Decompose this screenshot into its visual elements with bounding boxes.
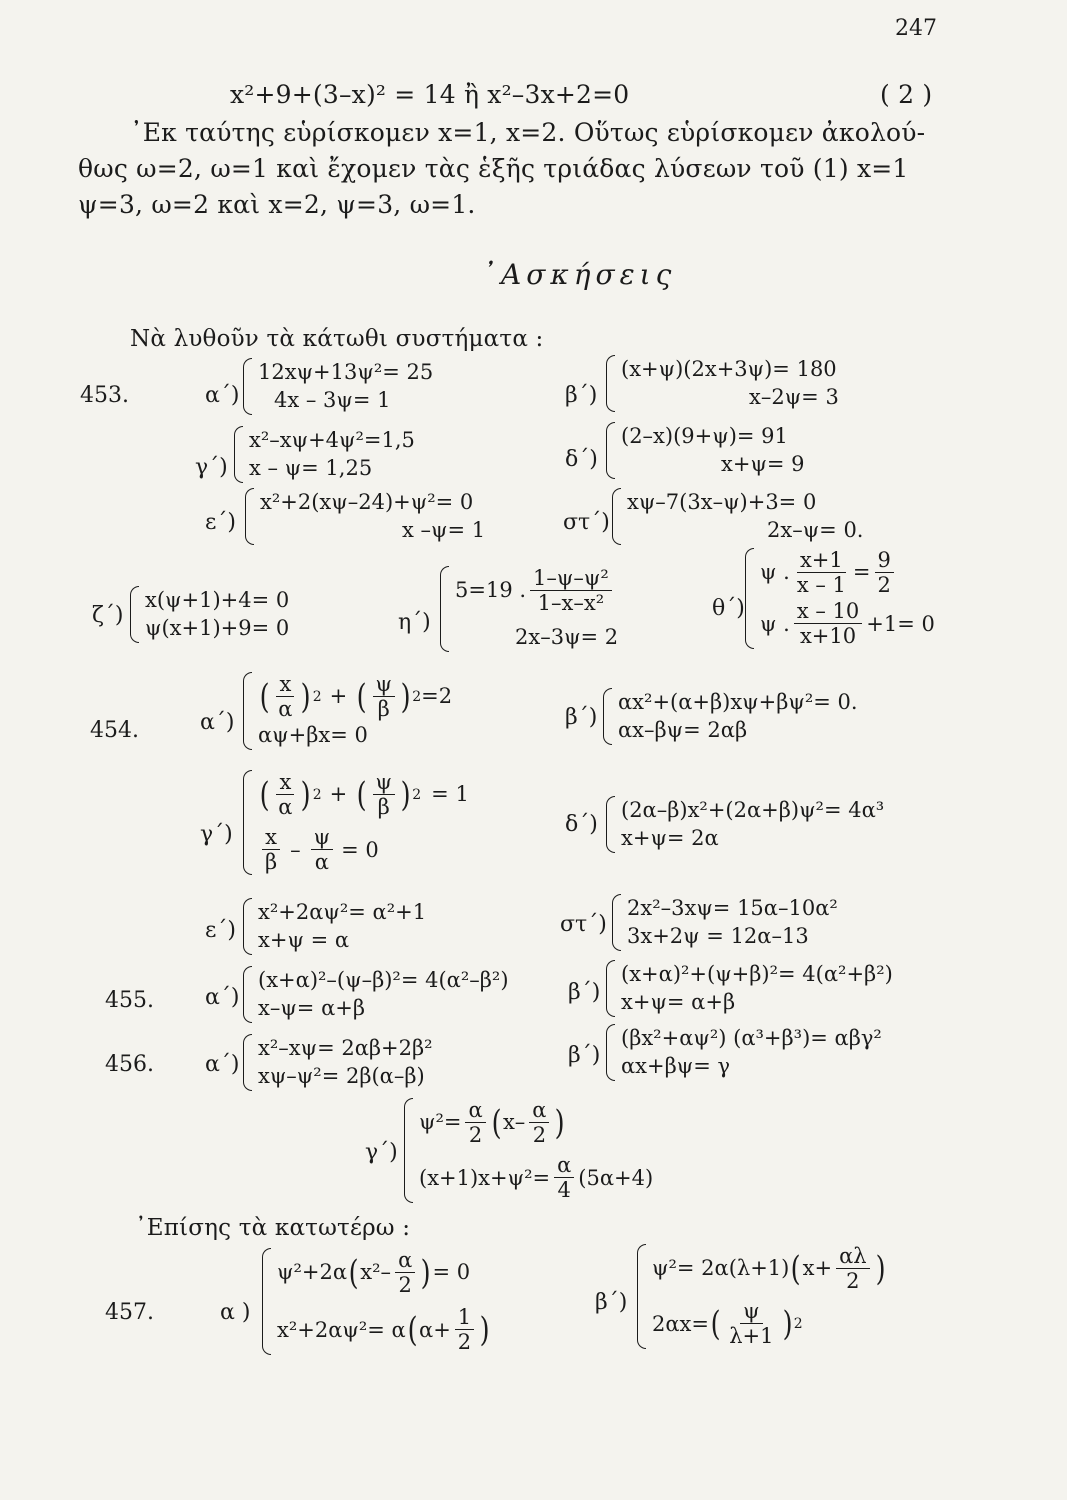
denominator: 2 xyxy=(846,1269,860,1294)
ex457-b-system xyxy=(637,1244,887,1349)
numerator: ψ xyxy=(373,672,395,697)
equation-row: ψ(x+1)+9= 0 xyxy=(145,616,290,641)
fraction xyxy=(794,599,862,648)
brace xyxy=(440,566,449,652)
equation-row: (2–x)(9+ψ)= 91 xyxy=(621,424,788,448)
brace xyxy=(243,966,252,1023)
left-paren: ( xyxy=(791,1248,801,1289)
ex454-st-system xyxy=(612,894,838,951)
numerator: α xyxy=(395,1248,415,1273)
exercise-457-number: 457. xyxy=(105,1300,154,1325)
equation-row: x+ψ = α xyxy=(258,928,350,953)
fraction xyxy=(875,548,894,597)
equation-row: 4x – 3ψ= 1 xyxy=(274,388,391,413)
section-heading: ᾿Ασκήσεις xyxy=(482,258,677,291)
equation-label: ( 2 ) xyxy=(880,80,933,109)
ex453-th-system xyxy=(745,548,935,649)
ex453-g-system xyxy=(234,426,415,483)
left-paren: ( xyxy=(710,1303,721,1344)
ex453-h-system xyxy=(440,566,618,652)
equation-row: x(ψ+1)+4= 0 xyxy=(145,588,290,612)
equation-row xyxy=(419,1153,653,1202)
denominator: 2 xyxy=(877,573,891,598)
fraction xyxy=(455,1305,474,1354)
equation-term: = 1 xyxy=(431,782,469,807)
brace xyxy=(243,770,252,875)
ex453-e-label: ε΄) xyxy=(205,510,236,535)
numerator: x xyxy=(276,672,294,697)
ex453-e-system xyxy=(245,488,485,545)
equation-term: x²– xyxy=(360,1260,392,1285)
brace xyxy=(606,796,615,853)
equation-row xyxy=(419,1098,653,1147)
right-paren: ) xyxy=(400,774,411,815)
numerator: 1–ψ–ψ² xyxy=(530,566,612,591)
numerator: x xyxy=(262,825,280,850)
plus-sign: + xyxy=(329,684,348,709)
right-paren: ) xyxy=(301,774,312,815)
ex455-b-label: β΄) xyxy=(568,980,601,1005)
equation-row xyxy=(760,548,935,597)
equation-row: αψ+βx= 0 xyxy=(258,723,368,748)
equation-row: x²+2(xψ–24)+ψ²= 0 xyxy=(260,490,474,514)
right-paren: ) xyxy=(400,676,411,717)
denominator: β xyxy=(377,795,390,820)
ex454-a-system xyxy=(243,672,452,750)
numerator: α xyxy=(554,1153,574,1178)
ex453-b-system xyxy=(606,355,839,412)
brace xyxy=(243,898,252,955)
ex456-b-label: β΄) xyxy=(568,1043,601,1068)
ex453-b-label: β΄) xyxy=(565,383,598,408)
denominator: 2 xyxy=(468,1123,483,1148)
fraction xyxy=(836,1244,870,1293)
equation-row xyxy=(652,1244,887,1293)
denominator: x – 1 xyxy=(796,573,846,598)
fraction xyxy=(311,825,333,874)
left-paren: ( xyxy=(407,1309,418,1350)
fraction xyxy=(794,548,849,597)
equation-term: 5=19 . xyxy=(455,578,527,603)
numerator: 1 xyxy=(455,1305,474,1330)
equation-row: αx–βψ= 2αβ xyxy=(618,718,748,743)
plus-sign: + xyxy=(329,782,348,807)
denominator: α xyxy=(314,850,329,875)
fraction xyxy=(554,1153,574,1202)
equation-term: = 0 xyxy=(341,837,379,862)
equation-row xyxy=(455,566,618,615)
fraction xyxy=(530,566,612,615)
right-paren: ) xyxy=(875,1248,886,1289)
fraction xyxy=(275,672,295,721)
equation-term: ψ²= xyxy=(419,1110,462,1135)
denominator: β xyxy=(265,850,278,875)
equation-row xyxy=(760,599,935,648)
equation-row: x – ψ= 1,25 xyxy=(249,456,373,481)
equation-term: x– xyxy=(502,1110,526,1135)
right-paren: ) xyxy=(420,1252,431,1293)
ex457-a-label: α ) xyxy=(220,1300,251,1325)
equals-sign: = xyxy=(852,560,871,585)
denominator: β xyxy=(377,697,390,722)
brace xyxy=(606,1024,615,1081)
ex454-e-label: ε΄) xyxy=(205,918,236,943)
also-line: ᾿Επίσης τὰ κατωτέρω : xyxy=(135,1215,411,1241)
equation-row: x²+2αψ²= α²+1 xyxy=(258,900,427,924)
equation-row: ( $\frac{x}{\alpha}$ ) 2 + ( $\frac{\psi}{\beta}$ ) 2 =2 xyxy=(259,672,453,722)
ex454-a-label: α΄) xyxy=(200,710,235,735)
brace xyxy=(612,894,621,951)
numerator: ψ xyxy=(373,770,395,795)
equation-row: 3x+2ψ = 12α–13 xyxy=(627,924,809,949)
ex456-g-label: γ΄) xyxy=(365,1140,398,1165)
numerator: ψ xyxy=(311,825,333,850)
equation-row xyxy=(277,1305,491,1354)
brace xyxy=(637,1244,646,1349)
numerator: x – 10 xyxy=(794,599,862,624)
right-paren: ) xyxy=(301,676,312,717)
equation-row xyxy=(277,1248,491,1297)
right-paren: ) xyxy=(782,1303,793,1344)
brace xyxy=(612,488,621,545)
brace xyxy=(130,586,139,643)
equation-term: x+ xyxy=(802,1256,833,1281)
fraction xyxy=(726,1299,776,1348)
equation-row: αx²+(α+β)xψ+βψ²= 0. xyxy=(618,690,858,714)
ex453-d-label: δ΄) xyxy=(565,447,598,472)
exercise-455-number: 455. xyxy=(105,988,154,1013)
equation-term: =2 xyxy=(421,684,453,709)
right-paren: ) xyxy=(555,1102,566,1143)
brace xyxy=(606,960,615,1017)
ex454-b-label: β΄) xyxy=(565,705,598,730)
ex457-a-system xyxy=(262,1248,491,1355)
page-number: 247 xyxy=(895,16,937,41)
ex453-th-label: θ΄) xyxy=(712,596,745,621)
equation-term: 2αx= xyxy=(652,1311,709,1336)
paragraph-line-2: θως ω=2, ω=1 καὶ ἔχομεν τὰς ἑξῆς τριάδας λύσεων τοῦ (1) x=1 xyxy=(78,154,909,183)
left-paren: ( xyxy=(356,676,367,717)
brace xyxy=(234,426,243,483)
equation-row: x²–xψ+4ψ²=1,5 xyxy=(249,428,415,452)
denominator: 1–x–x² xyxy=(537,591,605,616)
paragraph-line-3: ψ=3, ω=2 καὶ x=2, ψ=3, ω=1. xyxy=(78,190,476,219)
brace xyxy=(603,688,612,745)
fraction xyxy=(275,770,295,819)
ex453-z-label: ζ΄) xyxy=(92,603,124,628)
equation-row: x–2ψ= 3 xyxy=(749,385,839,410)
ex456-b-system xyxy=(606,1024,882,1081)
ex456-g-system xyxy=(404,1098,653,1203)
ex457-b-label: β΄) xyxy=(595,1290,628,1315)
equation-row: 2αx= ( $\frac{\psi}{\lambda+1}$ ) 2 xyxy=(652,1299,803,1349)
intro-line: Νὰ λυθοῦν τὰ κάτωθι συστήματα : xyxy=(130,326,544,352)
equation-term: (5α+4) xyxy=(578,1165,654,1190)
ex453-st-system xyxy=(612,488,863,545)
equation-row: x–ψ= α+β xyxy=(258,996,365,1021)
brace xyxy=(243,1034,252,1091)
ex454-d-system xyxy=(606,796,884,853)
brace xyxy=(745,548,754,649)
denominator: λ+1 xyxy=(729,1324,774,1349)
ex455-a-system xyxy=(243,966,509,1023)
exercise-456-number: 456. xyxy=(105,1052,154,1077)
numerator: x xyxy=(276,770,294,795)
right-paren: ) xyxy=(479,1309,490,1350)
denominator: 4 xyxy=(557,1178,571,1203)
equation-term: +1= 0 xyxy=(866,611,935,636)
denominator: x+10 xyxy=(799,624,857,649)
equation-row: 2x²–3xψ= 15α–10α² xyxy=(627,896,838,920)
left-paren: ( xyxy=(356,774,367,815)
fraction xyxy=(529,1098,549,1147)
denominator: 2 xyxy=(457,1330,472,1355)
top-equation: x²+9+(3–x)² = 14 ἢ x²–3x+2=0 xyxy=(230,80,630,109)
fraction xyxy=(373,770,395,819)
ex455-b-system xyxy=(606,960,893,1017)
fraction xyxy=(262,825,280,874)
equation-row: x+ψ= 2α xyxy=(621,826,719,851)
equation-term: ψ . xyxy=(760,611,790,636)
brace xyxy=(404,1098,413,1203)
equation-term: α+ xyxy=(419,1317,451,1342)
numerator: x+1 xyxy=(797,548,846,573)
numerator: 9 xyxy=(875,548,894,573)
brace xyxy=(245,488,254,545)
equation-row: x+ψ= 9 xyxy=(721,452,805,477)
equation-row: αx+βψ= γ xyxy=(621,1054,731,1079)
exercise-454-number: 454. xyxy=(90,718,139,743)
equation-term: ψ . xyxy=(760,560,790,585)
fraction xyxy=(395,1248,415,1297)
ex456-a-system xyxy=(243,1034,433,1091)
ex454-g-system xyxy=(243,770,469,875)
fraction xyxy=(465,1098,485,1147)
equation-row: (x+ψ)(2x+3ψ)= 180 xyxy=(621,357,837,381)
equation-row: 2x–ψ= 0. xyxy=(767,518,864,543)
brace xyxy=(606,422,615,479)
equation-row: (x+α)²–(ψ–β)²= 4(α²–β²) xyxy=(258,968,509,992)
denominator: α xyxy=(278,795,293,820)
equation-term: x²+2αψ²= α xyxy=(277,1317,406,1342)
equation-term: (x+1)x+ψ²= xyxy=(419,1165,551,1190)
brace xyxy=(262,1248,271,1355)
minus-sign: – xyxy=(290,837,301,862)
left-paren: ( xyxy=(348,1252,359,1293)
ex454-g-label: γ΄) xyxy=(200,822,233,847)
equation-row: (βx²+αψ²) (α³+β³)= αβγ² xyxy=(621,1026,882,1050)
equation-row: x²–xψ= 2αβ+2β² xyxy=(258,1036,433,1060)
equation-row: 2x–3ψ= 2 xyxy=(515,625,619,650)
paragraph-line-1: ᾿Εκ ταύτης εὑρίσκομεν x=1, x=2. Οὕτως εὑρίσκομεν ἀκολού- xyxy=(130,118,926,147)
ex453-g-label: γ΄) xyxy=(195,455,228,480)
equation-row: xψ–ψ²= 2β(α–β) xyxy=(258,1064,425,1089)
ex456-a-label: α΄) xyxy=(205,1052,240,1077)
ex454-st-label: στ΄) xyxy=(560,912,607,937)
equation-row: xψ–7(3x–ψ)+3= 0 xyxy=(627,490,817,514)
exercise-453-number: 453. xyxy=(80,383,129,408)
denominator: 2 xyxy=(398,1273,412,1298)
brace xyxy=(606,355,615,412)
ex453-a-system xyxy=(243,358,433,415)
equation-row: (2α–β)x²+(2α+β)ψ²= 4α³ xyxy=(621,798,885,822)
equation-row xyxy=(258,825,469,874)
ex453-st-label: στ΄) xyxy=(563,510,610,535)
equation-term: ψ²= 2α(λ+1) xyxy=(652,1256,790,1281)
ex453-d-system xyxy=(606,422,805,479)
ex454-d-label: δ΄) xyxy=(565,812,598,837)
ex454-b-system xyxy=(603,688,858,745)
ex454-e-system xyxy=(243,898,426,955)
equation-term: ψ²+2α xyxy=(277,1260,348,1285)
equation-row: 12xψ+13ψ²= 25 xyxy=(258,360,434,384)
brace xyxy=(243,358,252,415)
ex453-z-system xyxy=(130,586,289,643)
equation-row: x –ψ= 1 xyxy=(402,518,486,543)
equation-term: = 0 xyxy=(432,1260,471,1285)
equation-row: (x+α)²+(ψ+β)²= 4(α²+β²) xyxy=(621,962,893,986)
ex453-h-label: η΄) xyxy=(398,610,431,635)
brace xyxy=(243,672,252,750)
fraction xyxy=(373,672,395,721)
ex453-a-label: α΄) xyxy=(205,383,240,408)
ex455-a-label: α΄) xyxy=(205,985,240,1010)
denominator: α xyxy=(278,697,293,722)
numerator: αλ xyxy=(836,1244,870,1269)
numerator: α xyxy=(529,1098,549,1123)
left-paren: ( xyxy=(259,676,270,717)
left-paren: ( xyxy=(259,774,270,815)
equation-row: x+ψ= α+β xyxy=(621,990,736,1015)
numerator: α xyxy=(465,1098,485,1123)
denominator: 2 xyxy=(532,1123,547,1148)
numerator: ψ xyxy=(740,1299,762,1324)
left-paren: ( xyxy=(491,1102,502,1143)
equation-row: ( $\frac{x}{\alpha}$ ) 2 + ( $\frac{\psi}{\beta}$ ) 2 = 1 xyxy=(259,770,469,820)
